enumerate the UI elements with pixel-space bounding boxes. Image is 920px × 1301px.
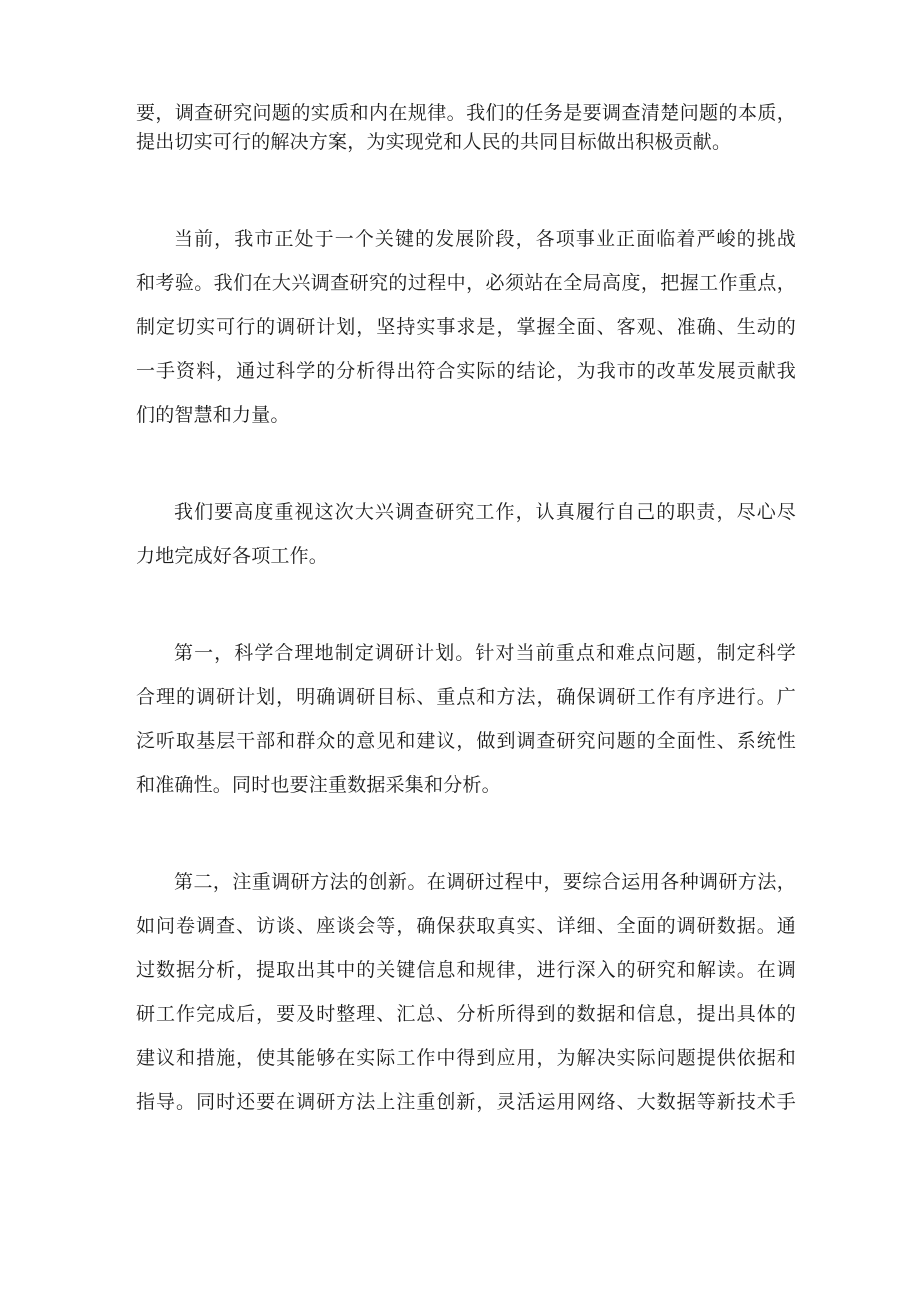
paragraph-2-line-2: 和考验。我们在大兴调查研究的过程中，必须站在全局高度，把握工作重点， <box>136 272 796 294</box>
paragraph-5-line-4: 研工作完成后，要及时整理、汇总、分析所得到的数据和信息，提出具体的 <box>136 1003 796 1025</box>
paragraph-2-line-3: 制定切实可行的调研计划，坚持实事求是，掌握全面、客观、准确、生动的 <box>136 316 796 338</box>
paragraph-4-line-4: 和准确性。同时也要注重数据采集和分析。 <box>136 774 501 796</box>
paragraph-5-line-2: 如问卷调查、访谈、座谈会等，确保获取真实、详细、全面的调研数据。通 <box>136 915 796 937</box>
paragraph-5-line-5: 建议和措施，使其能够在实际工作中得到应用，为解决实际问题提供依据和 <box>136 1047 796 1069</box>
paragraph-4-line-2: 合理的调研计划，明确调研目标、重点和方法，确保调研工作有序进行。广 <box>136 686 796 708</box>
paragraph-2-line-1: 当前，我市正处于一个关键的发展阶段，各项事业正面临着严峻的挑战 <box>174 228 796 250</box>
paragraph-4-line-1: 第一，科学合理地制定调研计划。针对当前重点和难点问题，制定科学 <box>174 642 796 664</box>
paragraph-3-line-2: 力地完成好各项工作。 <box>136 545 329 567</box>
paragraph-5-line-1: 第二，注重调研方法的创新。在调研过程中，要综合运用各种调研方法， <box>174 871 796 893</box>
paragraph-1-line-2: 提出切实可行的解决方案，为实现党和人民的共同目标做出积极贡献。 <box>136 131 732 153</box>
paragraph-5-line-3: 过数据分析，提取出其中的关键信息和规律，进行深入的研究和解读。在调 <box>136 959 796 981</box>
paragraph-5-line-6: 指导。同时还要在调研方法上注重创新，灵活运用网络、大数据等新技术手 <box>136 1091 796 1113</box>
paragraph-1-line-1: 要，调查研究问题的实质和内在规律。我们的任务是要调查清楚问题的本质， <box>136 102 796 124</box>
paragraph-4-line-3: 泛听取基层干部和群众的意见和建议，做到调查研究问题的全面性、系统性 <box>136 730 796 752</box>
paragraph-2-line-5: 们的智慧和力量。 <box>136 404 290 426</box>
paragraph-2-line-4: 一手资料，通过科学的分析得出符合实际的结论，为我市的改革发展贡献我 <box>136 360 796 382</box>
paragraph-3-line-1: 我们要高度重视这次大兴调查研究工作，认真履行自己的职责，尽心尽 <box>174 501 796 523</box>
